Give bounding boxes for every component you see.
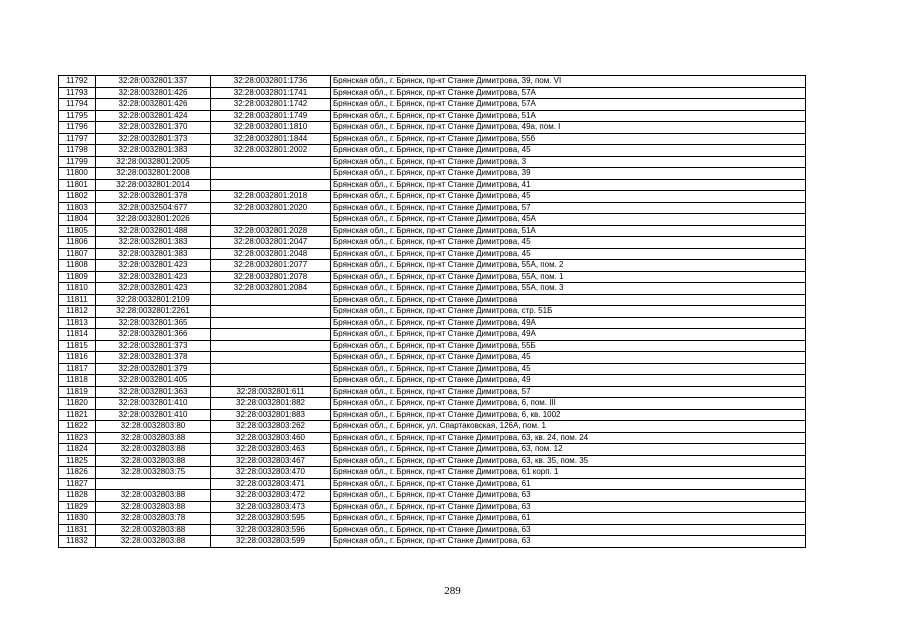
address-cell: Брянская обл., г. Брянск, пр-кт Станке Димитрова, 49А	[331, 329, 806, 341]
parent-cadastral-number-cell: 32:28:0032803:463	[211, 444, 331, 456]
table-row	[59, 317, 806, 329]
parent-cadastral-number-cell: 32:28:0032801:2028	[211, 225, 331, 237]
table-body	[59, 76, 806, 548]
parent-cadastral-number-cell: 32:28:0032801:2002	[211, 145, 331, 157]
table-row	[59, 536, 806, 548]
address-cell: Брянская обл., г. Брянск, ул. Спартаковская, 126А, пом. 1	[331, 421, 806, 433]
cadastral-number-cell: 32:28:0032801:383	[96, 237, 211, 249]
parent-cadastral-number-cell: 32:28:0032803:473	[211, 501, 331, 513]
cadastral-number-cell: 32:28:0032803:80	[96, 421, 211, 433]
row-number-cell: 11800	[59, 168, 96, 180]
cadastral-number-cell: 32:28:0032801:424	[96, 110, 211, 122]
table-row	[59, 237, 806, 249]
address-cell: Брянская обл., г. Брянск, пр-кт Станке Димитрова, 45А	[331, 214, 806, 226]
address-cell: Брянская обл., г. Брянск, пр-кт Станке Димитрова, 55Б	[331, 340, 806, 352]
parent-cadastral-number-cell: 32:28:0032801:1742	[211, 99, 331, 111]
cadastral-number-cell: 32:28:0032803:88	[96, 536, 211, 548]
table-row	[59, 191, 806, 203]
table-row	[59, 202, 806, 214]
row-number-cell: 11826	[59, 467, 96, 479]
parent-cadastral-number-cell: 32:28:0032801:2018	[211, 191, 331, 203]
parent-cadastral-number-cell: 32:28:0032801:1736	[211, 76, 331, 88]
row-number-cell: 11818	[59, 375, 96, 387]
address-cell: Брянская обл., г. Брянск, пр-кт Станке Димитрова, 39, пом. VI	[331, 76, 806, 88]
row-number-cell: 11810	[59, 283, 96, 295]
row-number-cell: 11814	[59, 329, 96, 341]
row-number-cell: 11799	[59, 156, 96, 168]
table-row	[59, 248, 806, 260]
cadastral-number-cell: 32:28:0032504:677	[96, 202, 211, 214]
row-number-cell: 11816	[59, 352, 96, 364]
address-cell: Брянская обл., г. Брянск, пр-кт Станке Димитрова, 49А	[331, 317, 806, 329]
address-cell: Брянская обл., г. Брянск, пр-кт Станке Димитрова, стр. 51Б	[331, 306, 806, 318]
table-row	[59, 398, 806, 410]
row-number-cell: 11829	[59, 501, 96, 513]
address-cell: Брянская обл., г. Брянск, пр-кт Станке Димитрова, 45	[331, 191, 806, 203]
table-row	[59, 524, 806, 536]
address-cell: Брянская обл., г. Брянск, пр-кт Станке Димитрова, 41	[331, 179, 806, 191]
parent-cadastral-number-cell: 32:28:0032801:1844	[211, 133, 331, 145]
cadastral-number-cell: 32:28:0032801:373	[96, 340, 211, 352]
address-cell: Брянская обл., г. Брянск, пр-кт Станке Димитрова, 63	[331, 524, 806, 536]
parent-cadastral-number-cell: 32:28:0032801:2078	[211, 271, 331, 283]
table-row	[59, 432, 806, 444]
parent-cadastral-number-cell: 32:28:0032801:2077	[211, 260, 331, 272]
row-number-cell: 11794	[59, 99, 96, 111]
row-number-cell: 11813	[59, 317, 96, 329]
address-cell: Брянская обл., г. Брянск, пр-кт Станке Димитрова, 45	[331, 363, 806, 375]
table-row	[59, 467, 806, 479]
cadastral-number-cell: 32:28:0032801:366	[96, 329, 211, 341]
address-cell: Брянская обл., г. Брянск, пр-кт Станке Димитрова, 45	[331, 352, 806, 364]
row-number-cell: 11830	[59, 513, 96, 525]
table-row	[59, 133, 806, 145]
table-row	[59, 87, 806, 99]
cadastral-number-cell: 32:28:0032803:88	[96, 524, 211, 536]
parent-cadastral-number-cell: 32:28:0032803:471	[211, 478, 331, 490]
cadastral-number-cell: 32:28:0032801:426	[96, 87, 211, 99]
row-number-cell: 11823	[59, 432, 96, 444]
row-number-cell: 11795	[59, 110, 96, 122]
table-row	[59, 110, 806, 122]
table-row	[59, 421, 806, 433]
table-row	[59, 260, 806, 272]
address-cell: Брянская обл., г. Брянск, пр-кт Станке Димитрова, 61	[331, 513, 806, 525]
address-cell: Брянская обл., г. Брянск, пр-кт Станке Димитрова, 63, пом. 12	[331, 444, 806, 456]
cadastral-number-cell: 32:28:0032801:370	[96, 122, 211, 134]
table-row	[59, 513, 806, 525]
address-cell: Брянская обл., г. Брянск, пр-кт Станке Димитрова, 6, пом. III	[331, 398, 806, 410]
row-number-cell: 11802	[59, 191, 96, 203]
row-number-cell: 11805	[59, 225, 96, 237]
table-row	[59, 363, 806, 375]
parent-cadastral-number-cell: 32:28:0032801:882	[211, 398, 331, 410]
table-row	[59, 306, 806, 318]
address-cell: Брянская обл., г. Брянск, пр-кт Станке Димитрова, 61 корп. 1	[331, 467, 806, 479]
address-cell: Брянская обл., г. Брянск, пр-кт Станке Димитрова, 51А	[331, 110, 806, 122]
row-number-cell: 11819	[59, 386, 96, 398]
cadastral-number-cell: 32:28:0032801:488	[96, 225, 211, 237]
cadastral-number-cell: 32:28:0032803:88	[96, 490, 211, 502]
address-cell: Брянская обл., г. Брянск, пр-кт Станке Димитрова, 39	[331, 168, 806, 180]
cadastral-number-cell: 32:28:0032801:378	[96, 191, 211, 203]
row-number-cell: 11792	[59, 76, 96, 88]
table-row	[59, 145, 806, 157]
table-row	[59, 352, 806, 364]
cadastral-number-cell: 32:28:0032803:88	[96, 432, 211, 444]
row-number-cell: 11824	[59, 444, 96, 456]
table-row	[59, 501, 806, 513]
parent-cadastral-number-cell	[211, 294, 331, 306]
cadastral-number-cell: 32:28:0032803:88	[96, 501, 211, 513]
table-row	[59, 490, 806, 502]
row-number-cell: 11806	[59, 237, 96, 249]
cadastral-number-cell: 32:28:0032801:373	[96, 133, 211, 145]
address-cell: Брянская обл., г. Брянск, пр-кт Станке Димитрова, 3	[331, 156, 806, 168]
address-cell: Брянская обл., г. Брянск, пр-кт Станке Димитрова, 49а, пом. I	[331, 122, 806, 134]
row-number-cell: 11820	[59, 398, 96, 410]
parent-cadastral-number-cell	[211, 375, 331, 387]
row-number-cell: 11821	[59, 409, 96, 421]
parent-cadastral-number-cell	[211, 363, 331, 375]
address-cell: Брянская обл., г. Брянск, пр-кт Станке Димитрова, 63	[331, 490, 806, 502]
address-cell: Брянская обл., г. Брянск, пр-кт Станке Димитрова, 57А	[331, 99, 806, 111]
row-number-cell: 11825	[59, 455, 96, 467]
row-number-cell: 11822	[59, 421, 96, 433]
parent-cadastral-number-cell: 32:28:0032803:470	[211, 467, 331, 479]
cadastral-number-cell: 32:28:0032803:88	[96, 455, 211, 467]
address-cell: Брянская обл., г. Брянск, пр-кт Станке Димитрова, 55А, пом. 2	[331, 260, 806, 272]
parent-cadastral-number-cell	[211, 168, 331, 180]
table-row	[59, 168, 806, 180]
parent-cadastral-number-cell	[211, 352, 331, 364]
table-row	[59, 271, 806, 283]
address-cell: Брянская обл., г. Брянск, пр-кт Станке Димитрова, 55А, пом. 3	[331, 283, 806, 295]
parent-cadastral-number-cell: 32:28:0032801:883	[211, 409, 331, 421]
row-number-cell: 11827	[59, 478, 96, 490]
parent-cadastral-number-cell	[211, 317, 331, 329]
parent-cadastral-number-cell: 32:28:0032801:2047	[211, 237, 331, 249]
address-cell: Брянская обл., г. Брянск, пр-кт Станке Димитрова, 61	[331, 478, 806, 490]
cadastral-number-cell: 32:28:0032801:410	[96, 409, 211, 421]
table-row	[59, 455, 806, 467]
parent-cadastral-number-cell	[211, 329, 331, 341]
address-cell: Брянская обл., г. Брянск, пр-кт Станке Димитрова, 49	[331, 375, 806, 387]
cadastral-number-cell: 32:28:0032801:423	[96, 260, 211, 272]
cadastral-number-cell: 32:28:0032801:363	[96, 386, 211, 398]
parent-cadastral-number-cell: 32:28:0032801:1749	[211, 110, 331, 122]
parent-cadastral-number-cell: 32:28:0032801:2020	[211, 202, 331, 214]
parent-cadastral-number-cell	[211, 306, 331, 318]
row-number-cell: 11803	[59, 202, 96, 214]
row-number-cell: 11801	[59, 179, 96, 191]
table-row	[59, 409, 806, 421]
address-cell: Брянская обл., г. Брянск, пр-кт Станке Димитрова	[331, 294, 806, 306]
address-cell: Брянская обл., г. Брянск, пр-кт Станке Димитрова, 63	[331, 501, 806, 513]
parent-cadastral-number-cell	[211, 340, 331, 352]
parent-cadastral-number-cell: 32:28:0032803:472	[211, 490, 331, 502]
cadastral-number-cell	[96, 478, 211, 490]
table-row	[59, 122, 806, 134]
parent-cadastral-number-cell: 32:28:0032801:1741	[211, 87, 331, 99]
table-row	[59, 225, 806, 237]
row-number-cell: 11831	[59, 524, 96, 536]
cadastral-number-cell: 32:28:0032801:383	[96, 248, 211, 260]
cadastral-number-cell: 32:28:0032801:410	[96, 398, 211, 410]
cadastral-number-cell: 32:28:0032801:365	[96, 317, 211, 329]
parent-cadastral-number-cell: 32:28:0032801:2084	[211, 283, 331, 295]
address-cell: Брянская обл., г. Брянск, пр-кт Станке Димитрова, 63, кв. 35, пом. 35	[331, 455, 806, 467]
parent-cadastral-number-cell: 32:28:0032803:599	[211, 536, 331, 548]
row-number-cell: 11797	[59, 133, 96, 145]
parent-cadastral-number-cell	[211, 214, 331, 226]
address-cell: Брянская обл., г. Брянск, пр-кт Станке Димитрова, 45	[331, 248, 806, 260]
parent-cadastral-number-cell: 32:28:0032803:596	[211, 524, 331, 536]
cadastral-number-cell: 32:28:0032801:337	[96, 76, 211, 88]
cadastral-number-cell: 32:28:0032801:383	[96, 145, 211, 157]
page-number: 289	[444, 585, 461, 597]
cadastral-number-cell: 32:28:0032801:378	[96, 352, 211, 364]
table-row	[59, 156, 806, 168]
row-number-cell: 11811	[59, 294, 96, 306]
row-number-cell: 11798	[59, 145, 96, 157]
row-number-cell: 11808	[59, 260, 96, 272]
row-number-cell: 11812	[59, 306, 96, 318]
table-row	[59, 478, 806, 490]
row-number-cell: 11832	[59, 536, 96, 548]
table-row	[59, 99, 806, 111]
table-row	[59, 444, 806, 456]
cadastral-number-cell: 32:28:0032803:88	[96, 444, 211, 456]
row-number-cell: 11807	[59, 248, 96, 260]
address-cell: Брянская обл., г. Брянск, пр-кт Станке Димитрова, 6, кв. 1002	[331, 409, 806, 421]
address-cell: Брянская обл., г. Брянск, пр-кт Станке Димитрова, 57	[331, 202, 806, 214]
table-row	[59, 283, 806, 295]
parent-cadastral-number-cell: 32:28:0032803:460	[211, 432, 331, 444]
parent-cadastral-number-cell: 32:28:0032801:1810	[211, 122, 331, 134]
address-cell: Брянская обл., г. Брянск, пр-кт Станке Димитрова, 45	[331, 145, 806, 157]
row-number-cell: 11815	[59, 340, 96, 352]
address-cell: Брянская обл., г. Брянск, пр-кт Станке Димитрова, 51А	[331, 225, 806, 237]
table-row	[59, 76, 806, 88]
table-row	[59, 375, 806, 387]
address-cell: Брянская обл., г. Брянск, пр-кт Станке Димитрова, 63, кв. 24, пом. 24	[331, 432, 806, 444]
cadastral-number-cell: 32:28:0032803:75	[96, 467, 211, 479]
table-row	[59, 329, 806, 341]
cadastral-number-cell: 32:28:0032803:78	[96, 513, 211, 525]
parent-cadastral-number-cell: 32:28:0032801:2048	[211, 248, 331, 260]
address-cell: Брянская обл., г. Брянск, пр-кт Станке Димитрова, 57А	[331, 87, 806, 99]
cadastral-number-cell: 32:28:0032801:2109	[96, 294, 211, 306]
address-cell: Брянская обл., г. Брянск, пр-кт Станке Димитрова, 63	[331, 536, 806, 548]
row-number-cell: 11828	[59, 490, 96, 502]
table-row	[59, 294, 806, 306]
table-row	[59, 214, 806, 226]
row-number-cell: 11796	[59, 122, 96, 134]
address-cell: Брянская обл., г. Брянск, пр-кт Станке Димитрова, 45	[331, 237, 806, 249]
row-number-cell: 11804	[59, 214, 96, 226]
parent-cadastral-number-cell: 32:28:0032801:611	[211, 386, 331, 398]
table-row	[59, 386, 806, 398]
cadastral-number-cell: 32:28:0032801:2261	[96, 306, 211, 318]
address-cell: Брянская обл., г. Брянск, пр-кт Станке Димитрова, 55А, пом. 1	[331, 271, 806, 283]
cadastral-number-cell: 32:28:0032801:423	[96, 283, 211, 295]
parent-cadastral-number-cell: 32:28:0032803:262	[211, 421, 331, 433]
parent-cadastral-number-cell: 32:28:0032803:467	[211, 455, 331, 467]
parent-cadastral-number-cell: 32:28:0032803:595	[211, 513, 331, 525]
row-number-cell: 11817	[59, 363, 96, 375]
row-number-cell: 11793	[59, 87, 96, 99]
cadastral-number-cell: 32:28:0032801:2026	[96, 214, 211, 226]
cadastral-number-cell: 32:28:0032801:423	[96, 271, 211, 283]
cadastral-number-cell: 32:28:0032801:2014	[96, 179, 211, 191]
cadastral-table	[58, 75, 806, 548]
table-row	[59, 340, 806, 352]
parent-cadastral-number-cell	[211, 179, 331, 191]
address-cell: Брянская обл., г. Брянск, пр-кт Станке Димитрова, 55б	[331, 133, 806, 145]
cadastral-number-cell: 32:28:0032801:405	[96, 375, 211, 387]
cadastral-number-cell: 32:28:0032801:2005	[96, 156, 211, 168]
table-row	[59, 179, 806, 191]
parent-cadastral-number-cell	[211, 156, 331, 168]
address-cell: Брянская обл., г. Брянск, пр-кт Станке Димитрова, 57	[331, 386, 806, 398]
cadastral-number-cell: 32:28:0032801:2008	[96, 168, 211, 180]
row-number-cell: 11809	[59, 271, 96, 283]
cadastral-number-cell: 32:28:0032801:426	[96, 99, 211, 111]
cadastral-number-cell: 32:28:0032801:379	[96, 363, 211, 375]
